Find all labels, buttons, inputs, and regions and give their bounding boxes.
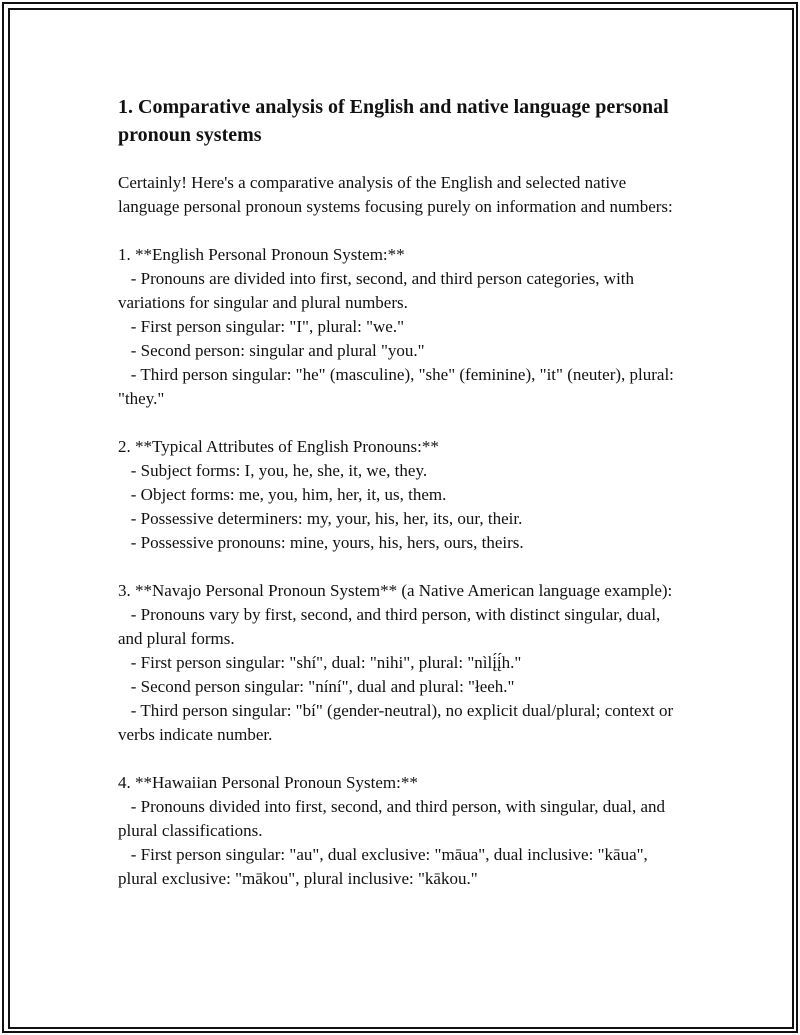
- section-english-system: [118, 243, 688, 411]
- section-line: - Second person singular: "níní", dual and plural: "łeeh.": [118, 677, 515, 696]
- intro-paragraph: Certainly! Here's a comparative analysis of the English and selected native language personal pronoun systems focusing purely on information and numbers:: [118, 173, 673, 216]
- section-line: - First person singular: "shí", dual: "nihi", plural: "nìlį́į́h.": [118, 653, 522, 672]
- section-line: - Pronouns vary by first, second, and third person, with distinct singular, dual, and plural forms.: [118, 605, 665, 648]
- section-line: - First person singular: "au", dual exclusive: "māua", dual inclusive: "kāua", plural exclusive: "mākou", plural inclusive: "kākou.": [118, 845, 653, 888]
- section-line: - Pronouns divided into first, second, and third person, with singular, dual, and plural classifications.: [118, 797, 670, 840]
- section-line: - Third person singular: "bí" (gender-neutral), no explicit dual/plural; context or verbs indicate number.: [118, 701, 678, 744]
- section-navajo-system: [118, 579, 688, 747]
- document-body: [118, 93, 688, 891]
- section-line: - Pronouns are divided into first, second, and third person categories, with variations for singular and plural numbers.: [118, 269, 639, 312]
- section-hawaiian-system: [118, 771, 688, 891]
- section-title: 2. **Typical Attributes of English Pronouns:**: [118, 437, 439, 456]
- section-title: 4. **Hawaiian Personal Pronoun System:**: [118, 773, 418, 792]
- section-line: - First person singular: "I", plural: "we.": [118, 317, 405, 336]
- section-line: - Object forms: me, you, him, her, it, us, them.: [118, 485, 447, 504]
- section-title: 3. **Navajo Personal Pronoun System** (a Native American language example):: [118, 581, 673, 600]
- section-line: - Possessive determiners: my, your, his, her, its, our, their.: [118, 509, 523, 528]
- document-heading: 1. Comparative analysis of English and native language personal pronoun systems: [118, 96, 669, 146]
- section-title: 1. **English Personal Pronoun System:**: [118, 245, 405, 264]
- section-line: - Second person: singular and plural "you.": [118, 341, 425, 360]
- section-line: - Possessive pronouns: mine, yours, his, hers, ours, theirs.: [118, 533, 524, 552]
- section-line: - Third person singular: "he" (masculine), "she" (feminine), "it" (neuter), plural: "they.": [118, 365, 679, 408]
- section-line: - Subject forms: I, you, he, she, it, we, they.: [118, 461, 428, 480]
- section-english-attributes: [118, 435, 688, 555]
